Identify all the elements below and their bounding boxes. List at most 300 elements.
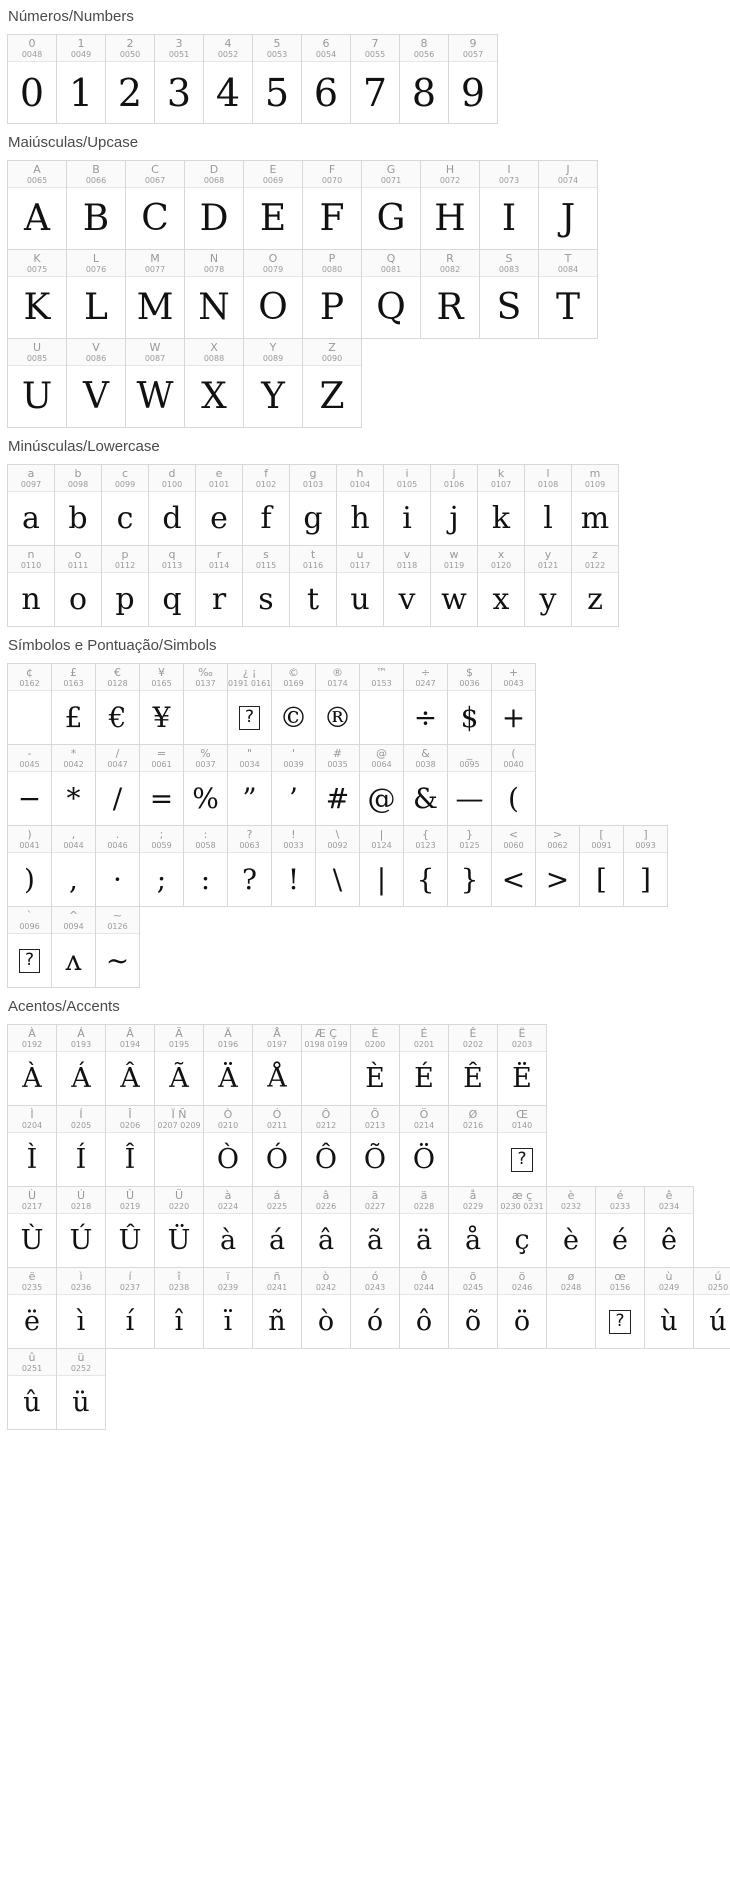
glyph-cell[interactable]: [336, 545, 384, 627]
glyph-preview: í: [125, 1306, 135, 1337]
glyph-header: [431, 546, 477, 573]
glyph-character-label: á: [273, 1189, 281, 1202]
glyph-code-label: 0224: [217, 1202, 239, 1211]
glyph-code-label: 0059: [151, 841, 172, 850]
glyph-character-label: î: [177, 1270, 181, 1283]
glyph-cell[interactable]: [497, 1186, 547, 1268]
glyph-cell[interactable]: [447, 744, 492, 826]
glyph-cell[interactable]: [301, 1186, 351, 1268]
glyph-code-label: 0116: [302, 561, 324, 570]
glyph-cell[interactable]: [125, 338, 185, 428]
glyph-cell[interactable]: [538, 249, 598, 339]
glyph-code-label: 0206: [119, 1121, 141, 1130]
glyph-cell[interactable]: [7, 338, 67, 428]
glyph-cell[interactable]: [125, 249, 185, 339]
glyph-cell[interactable]: [105, 1186, 155, 1268]
glyph-cell[interactable]: [105, 1267, 155, 1349]
glyph-header: [185, 250, 243, 277]
glyph-cell[interactable]: [252, 1267, 302, 1349]
glyph-character-label: Í: [79, 1108, 83, 1121]
glyph-preview: T: [555, 287, 580, 328]
glyph-cell[interactable]: [101, 545, 149, 627]
glyph-code-label: 0054: [315, 50, 337, 59]
glyph-cell[interactable]: [252, 34, 302, 124]
glyph-cell[interactable]: [448, 1024, 498, 1106]
glyph-cell[interactable]: [252, 1024, 302, 1106]
glyph-character-label: 5: [273, 37, 281, 50]
glyph-preview: H: [434, 198, 466, 239]
glyph-cell[interactable]: [7, 825, 52, 907]
glyph-preview: ö: [513, 1306, 531, 1337]
glyph-header: [498, 1025, 546, 1052]
glyph-character-label: Œ: [516, 1108, 528, 1121]
glyph-header: [126, 339, 184, 366]
glyph-code-label: 0099: [114, 480, 136, 489]
glyph-cell[interactable]: [183, 825, 228, 907]
glyph-character-label: È: [371, 1027, 379, 1040]
glyph-character-label: }: [466, 828, 473, 841]
glyph-cell[interactable]: [350, 1267, 400, 1349]
glyph-cell[interactable]: [195, 464, 243, 546]
glyph-preview: [155, 1133, 203, 1186]
glyph-cell[interactable]: [420, 249, 480, 339]
glyph-cell[interactable]: [359, 825, 404, 907]
glyph-cell[interactable]: [203, 1105, 253, 1187]
glyph-code-label: 0214: [413, 1121, 435, 1130]
glyph-preview: N: [198, 287, 230, 328]
glyph-preview: [: [596, 863, 607, 896]
glyph-character-label: Â: [126, 1027, 134, 1040]
glyph-cell[interactable]: [203, 1024, 253, 1106]
glyph-cell[interactable]: [430, 545, 478, 627]
glyph-header: [253, 1025, 301, 1052]
glyph-code-label: 0051: [168, 50, 190, 59]
glyph-cell[interactable]: [336, 464, 384, 546]
glyph-cell[interactable]: [7, 249, 67, 339]
glyph-character-label: m: [589, 467, 601, 480]
glyph-cell[interactable]: [51, 663, 96, 745]
glyph-cell[interactable]: [403, 825, 448, 907]
glyph-character-label: ': [291, 747, 296, 760]
glyph-header: [96, 745, 139, 772]
glyph-code-label: 0033: [283, 841, 304, 850]
glyph-cell[interactable]: [95, 663, 140, 745]
glyph-header: [302, 1025, 350, 1052]
glyph-cell[interactable]: [546, 1267, 596, 1349]
glyph-code-label: 0217: [21, 1202, 43, 1211]
glyph-code-label: 0058: [195, 841, 216, 850]
glyph-code-label: 0074: [557, 176, 579, 185]
glyph-code-label: 0119: [443, 561, 465, 570]
glyph-cell[interactable]: [51, 744, 96, 826]
glyph-preview: ]: [640, 863, 651, 896]
glyph-cell[interactable]: [315, 663, 360, 745]
glyph-preview: Á: [71, 1063, 91, 1094]
glyph-cell[interactable]: [271, 825, 316, 907]
glyph-header: [272, 745, 315, 772]
glyph-character-label: (: [511, 747, 516, 760]
glyph-preview: Ì: [26, 1144, 38, 1175]
glyph-cell[interactable]: [477, 464, 525, 546]
glyph-cell[interactable]: [154, 1267, 204, 1349]
glyph-cell[interactable]: [95, 825, 140, 907]
glyph-cell[interactable]: [399, 34, 449, 124]
glyph-preview: 7: [362, 70, 388, 115]
glyph-header: [645, 1268, 693, 1295]
glyph-cell[interactable]: [7, 906, 52, 988]
glyph-preview: J: [560, 198, 576, 239]
glyph-cell[interactable]: [7, 34, 57, 124]
glyph-header: [596, 1268, 644, 1295]
glyph-cell[interactable]: [7, 1267, 57, 1349]
glyph-cell[interactable]: [289, 545, 337, 627]
glyph-cell[interactable]: [289, 464, 337, 546]
glyph-cell[interactable]: [7, 1348, 57, 1430]
glyph-cell[interactable]: [447, 825, 492, 907]
glyph-code-label: 0060: [503, 841, 524, 850]
glyph-character-label: ú: [714, 1270, 722, 1283]
glyph-preview: á: [268, 1225, 286, 1256]
glyph-code-label: 0236: [70, 1283, 92, 1292]
glyph-header: [8, 1349, 56, 1376]
glyph-cell[interactable]: [491, 663, 536, 745]
glyph-cell[interactable]: [479, 249, 539, 339]
glyph-cell[interactable]: [56, 1186, 106, 1268]
glyph-cell[interactable]: [7, 663, 52, 745]
glyph-cell[interactable]: [203, 1186, 253, 1268]
glyph-character-label: U: [32, 341, 42, 354]
glyph-code-label: 0089: [262, 354, 284, 363]
glyph-cell[interactable]: [383, 464, 431, 546]
glyph-preview: K: [23, 287, 51, 328]
glyph-cell[interactable]: [491, 825, 536, 907]
glyph-character-label: O: [268, 252, 278, 265]
glyph-cell[interactable]: [301, 34, 351, 124]
glyph-header: [155, 1187, 203, 1214]
glyph-row: [8, 35, 498, 124]
glyph-preview: ®: [323, 701, 352, 734]
glyph-cell[interactable]: [7, 1186, 57, 1268]
glyph-cell[interactable]: [315, 744, 360, 826]
glyph-character-label: Ë: [518, 1027, 526, 1040]
glyph-cell[interactable]: [403, 744, 448, 826]
glyph-code-label: 0095: [459, 760, 480, 769]
glyph-cell[interactable]: [227, 825, 272, 907]
glyph-preview: f: [260, 501, 272, 536]
glyph-header: [360, 745, 403, 772]
glyph-cell[interactable]: [350, 1186, 400, 1268]
glyph-code-label: 0040: [503, 760, 524, 769]
glyph-cell[interactable]: [302, 338, 362, 428]
glyph-cell[interactable]: [399, 1105, 449, 1187]
glyph-cell[interactable]: [315, 825, 360, 907]
glyph-code-label: 0162: [19, 679, 40, 688]
glyph-cell[interactable]: [448, 1267, 498, 1349]
glyph-preview: &: [413, 782, 438, 815]
glyph-header: [149, 546, 195, 573]
glyph-preview: c: [116, 501, 134, 536]
missing-glyph-box: [596, 1295, 644, 1348]
glyph-character-label: ‰: [198, 666, 213, 679]
glyph-cell[interactable]: [154, 34, 204, 124]
glyph-cell[interactable]: [271, 663, 316, 745]
glyph-cell[interactable]: [7, 160, 67, 250]
glyph-cell[interactable]: [359, 663, 404, 745]
glyph-code-label: 0202: [462, 1040, 484, 1049]
glyph-code-label: 0063: [239, 841, 260, 850]
glyph-code-label: 0066: [85, 176, 107, 185]
glyph-cell[interactable]: [361, 160, 421, 250]
glyph-character-label: õ: [469, 1270, 477, 1283]
glyph-cell[interactable]: [183, 663, 228, 745]
glyph-character-label: H: [445, 163, 455, 176]
glyph-preview: Q: [376, 287, 406, 328]
glyph-cell[interactable]: [56, 1348, 106, 1430]
glyph-cell[interactable]: [227, 744, 272, 826]
glyph-cell[interactable]: [56, 1267, 106, 1349]
glyph-cell[interactable]: [7, 464, 55, 546]
glyph-cell[interactable]: [595, 1186, 645, 1268]
glyph-cell[interactable]: [203, 34, 253, 124]
glyph-cell[interactable]: [139, 744, 184, 826]
glyph-cell[interactable]: [644, 1186, 694, 1268]
glyph-code-label: 0094: [63, 922, 84, 931]
glyph-cell[interactable]: [154, 1024, 204, 1106]
glyph-code-label: 0201: [413, 1040, 435, 1049]
glyph-cell[interactable]: [105, 34, 155, 124]
glyph-code-label: 0093: [635, 841, 656, 850]
glyph-header: [539, 161, 597, 188]
glyph-cell[interactable]: [644, 1267, 694, 1349]
glyph-cell[interactable]: [139, 663, 184, 745]
glyph-cell[interactable]: [148, 545, 196, 627]
glyph-cell[interactable]: [448, 1105, 498, 1187]
glyph-cell[interactable]: [301, 1105, 351, 1187]
glyph-cell[interactable]: [51, 825, 96, 907]
glyph-cell[interactable]: [448, 1186, 498, 1268]
glyph-header: [57, 1025, 105, 1052]
glyph-cell[interactable]: [242, 464, 290, 546]
glyph-cell[interactable]: [56, 34, 106, 124]
glyph-cell[interactable]: [56, 1105, 106, 1187]
glyph-character-label: e: [215, 467, 223, 480]
glyph-code-label: 0053: [266, 50, 288, 59]
glyph-preview: Ò: [216, 1144, 240, 1175]
glyph-cell[interactable]: [350, 1105, 400, 1187]
glyph-cell[interactable]: [252, 1105, 302, 1187]
glyph-character-label: %: [200, 747, 211, 760]
glyph-cell[interactable]: [154, 1186, 204, 1268]
glyph-preview: Ô: [314, 1144, 338, 1175]
glyph-cell[interactable]: [54, 464, 102, 546]
glyph-cell[interactable]: [359, 744, 404, 826]
glyph-cell[interactable]: [154, 1105, 204, 1187]
glyph-cell[interactable]: [497, 1267, 547, 1349]
glyph-cell[interactable]: [302, 249, 362, 339]
glyph-cell[interactable]: [148, 464, 196, 546]
glyph-header: [8, 161, 66, 188]
glyph-cell[interactable]: [227, 663, 272, 745]
glyph-cell[interactable]: [350, 34, 400, 124]
glyph-preview: t: [306, 582, 320, 617]
glyph-cell[interactable]: [105, 1024, 155, 1106]
glyph-code-label: 0211: [266, 1121, 288, 1130]
glyph-character-label: +: [508, 666, 519, 679]
glyph-cell[interactable]: [491, 744, 536, 826]
glyph-preview: q: [162, 582, 182, 617]
glyph-preview: Ú: [69, 1225, 93, 1256]
glyph-cell[interactable]: [7, 1105, 57, 1187]
glyph-character-label: Ö: [419, 1108, 429, 1121]
glyph-character-label: #: [332, 747, 343, 760]
glyph-cell[interactable]: [105, 1105, 155, 1187]
glyph-cell[interactable]: [477, 545, 525, 627]
glyph-cell[interactable]: [302, 160, 362, 250]
glyph-cell[interactable]: [51, 906, 96, 988]
glyph-header: [645, 1187, 693, 1214]
glyph-cell[interactable]: [7, 545, 55, 627]
glyph-cell[interactable]: [66, 249, 126, 339]
glyph-cell[interactable]: [595, 1267, 645, 1349]
glyph-cell[interactable]: [95, 906, 140, 988]
glyph-cell[interactable]: [66, 338, 126, 428]
glyph-header: [539, 250, 597, 277]
glyph-cell[interactable]: [184, 160, 244, 250]
glyph-cell[interactable]: [66, 160, 126, 250]
glyph-code-label: 0248: [560, 1283, 582, 1292]
glyph-cell[interactable]: [301, 1267, 351, 1349]
glyph-header: [448, 826, 491, 853]
glyph-header: [244, 161, 302, 188]
glyph-cell[interactable]: [497, 1024, 547, 1106]
glyph-header: [448, 664, 491, 691]
glyph-cell[interactable]: [383, 545, 431, 627]
glyph-preview: Õ: [363, 1144, 387, 1175]
glyph-header: [580, 826, 623, 853]
glyph-header: [196, 465, 242, 492]
glyph-cell[interactable]: [399, 1186, 449, 1268]
glyph-code-label: 0082: [439, 265, 461, 274]
glyph-header: [140, 664, 183, 691]
glyph-character-label: P: [328, 252, 336, 265]
glyph-cell[interactable]: [125, 160, 185, 250]
glyph-cell[interactable]: [271, 744, 316, 826]
glyph-header: [8, 1187, 56, 1214]
glyph-cell[interactable]: [243, 160, 303, 250]
glyph-character-label: j: [452, 467, 456, 480]
glyph-header: [184, 826, 227, 853]
glyph-header: [8, 664, 51, 691]
glyph-preview: Ê: [463, 1063, 483, 1094]
glyph-cell[interactable]: [399, 1267, 449, 1349]
glyph-header: [302, 1268, 350, 1295]
glyph-cell[interactable]: [7, 1024, 57, 1106]
glyph-cell[interactable]: [579, 825, 624, 907]
glyph-cell[interactable]: [361, 249, 421, 339]
glyph-cell[interactable]: [693, 1267, 730, 1349]
glyph-cell[interactable]: [571, 464, 619, 546]
glyph-cell[interactable]: [420, 160, 480, 250]
glyph-code-label: 0191 0161: [228, 679, 271, 688]
glyph-cell[interactable]: [571, 545, 619, 627]
glyph-preview: Í: [75, 1144, 87, 1175]
glyph-cell[interactable]: [623, 825, 668, 907]
glyph-cell[interactable]: [183, 744, 228, 826]
glyph-preview: v: [398, 582, 416, 617]
glyph-cell[interactable]: [301, 1024, 351, 1106]
glyph-cell[interactable]: [95, 744, 140, 826]
glyph-cell[interactable]: [195, 545, 243, 627]
glyph-code-label: 0048: [21, 50, 43, 59]
glyph-cell[interactable]: [524, 545, 572, 627]
glyph-code-label: 0228: [413, 1202, 435, 1211]
glyph-cell[interactable]: [524, 464, 572, 546]
glyph-cell[interactable]: [399, 1024, 449, 1106]
glyph-cell[interactable]: [535, 825, 580, 907]
glyph-preview: s: [258, 582, 274, 617]
glyph-cell[interactable]: [203, 1267, 253, 1349]
glyph-preview: a: [22, 501, 40, 536]
glyph-code-label: 0227: [364, 1202, 386, 1211]
glyph-code-label: 0114: [208, 561, 230, 570]
glyph-character-label: Ü: [174, 1189, 184, 1202]
glyph-cell[interactable]: [184, 338, 244, 428]
glyph-code-label: 0109: [584, 480, 606, 489]
glyph-preview: ò: [317, 1306, 335, 1337]
glyph-character-label: x: [497, 548, 505, 561]
glyph-cell[interactable]: [139, 825, 184, 907]
glyph-code-label: 0197: [266, 1040, 288, 1049]
glyph-character-label: |: [379, 828, 384, 841]
glyph-preview: â: [317, 1225, 335, 1256]
glyph-cell[interactable]: [56, 1024, 106, 1106]
glyph-cell[interactable]: [430, 464, 478, 546]
glyph-preview: Â: [120, 1063, 140, 1094]
glyph-preview: :: [200, 863, 211, 896]
glyph-cell[interactable]: [350, 1024, 400, 1106]
glyph-cell[interactable]: [447, 663, 492, 745]
glyph-header: [8, 1106, 56, 1133]
glyph-character-label: {: [422, 828, 429, 841]
glyph-preview: y: [539, 582, 557, 617]
glyph-preview: E: [259, 198, 287, 239]
glyph-cell[interactable]: [242, 545, 290, 627]
glyph-character-label: ä: [420, 1189, 428, 1202]
glyph-preview: È: [365, 1063, 385, 1094]
glyph-character-label: z: [592, 548, 598, 561]
glyph-cell[interactable]: [479, 160, 539, 250]
glyph-character-label: Y: [269, 341, 277, 354]
glyph-cell[interactable]: [7, 744, 52, 826]
glyph-cell[interactable]: [538, 160, 598, 250]
glyph-cell[interactable]: [403, 663, 448, 745]
glyph-header: [243, 465, 289, 492]
glyph-cell[interactable]: [243, 338, 303, 428]
glyph-header: [362, 250, 420, 277]
glyph-cell[interactable]: [184, 249, 244, 339]
glyph-cell[interactable]: [54, 545, 102, 627]
glyph-cell[interactable]: [252, 1186, 302, 1268]
glyph-cell[interactable]: [546, 1186, 596, 1268]
glyph-cell[interactable]: [243, 249, 303, 339]
glyph-character-label: $: [466, 666, 473, 679]
glyph-character-label: ø: [567, 1270, 575, 1283]
glyph-cell[interactable]: [497, 1105, 547, 1187]
glyph-cell[interactable]: [448, 34, 498, 124]
glyph-cell[interactable]: [101, 464, 149, 546]
glyph-preview: #: [325, 782, 350, 815]
glyph-character-label: G: [386, 163, 396, 176]
